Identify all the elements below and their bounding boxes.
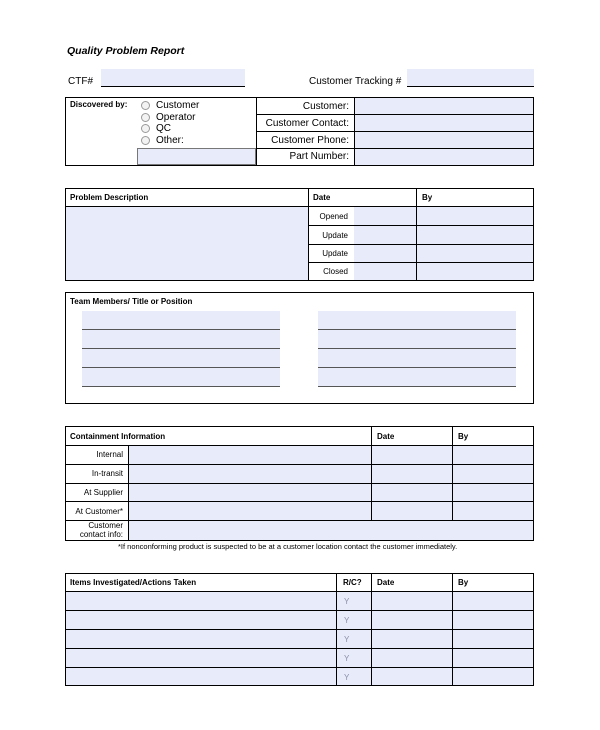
customer-contact-info-label	[65, 521, 123, 539]
containment-footnote: *If nonconforming product is suspected to be at a customer location contact the customer immediately.	[118, 542, 458, 551]
closed-by-field[interactable]	[417, 263, 533, 280]
internal-date-field[interactable]	[372, 446, 452, 464]
rc-select-3[interactable]	[337, 630, 371, 648]
update-by-field-2[interactable]	[417, 245, 533, 262]
radio-customer[interactable]	[141, 101, 150, 110]
team-member-field-right-4[interactable]	[318, 368, 516, 386]
team-member-field-left-3[interactable]	[82, 349, 280, 367]
at-supplier-label: At Supplier	[83, 488, 123, 497]
team-member-field-right-3[interactable]	[318, 349, 516, 367]
part-number-field[interactable]	[355, 149, 533, 165]
in-transit-label: In-transit	[91, 469, 123, 478]
update-date-field-1[interactable]	[354, 226, 416, 244]
containment-header: Containment Information	[70, 432, 166, 441]
item-field-5[interactable]	[66, 668, 336, 685]
part-number-label: Part Number:	[289, 151, 349, 162]
at-customer-field[interactable]	[129, 502, 371, 520]
customer-phone-field[interactable]	[355, 132, 533, 148]
rc-select-2[interactable]	[337, 611, 371, 629]
at-supplier-date-field[interactable]	[372, 484, 452, 501]
containment-by-header: By	[458, 432, 469, 441]
update-date-field-2[interactable]	[354, 245, 416, 262]
item-field-4[interactable]	[66, 649, 336, 667]
item-field-1[interactable]	[66, 592, 336, 610]
at-customer-date-field[interactable]	[372, 502, 452, 520]
underline	[82, 348, 280, 349]
option-operator-label: Operator	[156, 112, 196, 123]
radio-operator[interactable]	[141, 113, 150, 122]
underline	[318, 367, 516, 368]
opened-label: Opened	[319, 212, 348, 221]
at-customer-label: At Customer*	[75, 507, 123, 516]
team-member-field-right-2[interactable]	[318, 330, 516, 348]
underline	[82, 367, 280, 368]
rc-value-2: Y	[344, 616, 350, 625]
opened-by-field[interactable]	[417, 207, 533, 225]
closed-date-field[interactable]	[354, 263, 416, 280]
containment-date-header: Date	[377, 432, 395, 441]
in-transit-field[interactable]	[129, 465, 371, 483]
underline	[82, 329, 280, 330]
customer-contact-info-line1: Customer	[88, 521, 123, 530]
team-members-header: Team Members/ Title or Position	[70, 297, 193, 306]
in-transit-date-field[interactable]	[372, 465, 452, 483]
internal-field[interactable]	[129, 446, 371, 464]
radio-qc[interactable]	[141, 124, 150, 133]
customer-contact-field[interactable]	[355, 115, 533, 131]
option-other-label: Other:	[156, 135, 184, 146]
customer-phone-label: Customer Phone:	[271, 135, 349, 146]
item-date-field-3[interactable]	[372, 630, 452, 648]
customer-tracking-field[interactable]	[407, 69, 534, 87]
discovered-by-label: Discovered by:	[70, 100, 128, 109]
underline	[318, 329, 516, 330]
form-title: Quality Problem Report	[67, 45, 185, 57]
team-member-field-right-1[interactable]	[318, 311, 516, 329]
item-field-2[interactable]	[66, 611, 336, 629]
item-date-field-5[interactable]	[372, 668, 452, 685]
team-member-field-left-2[interactable]	[82, 330, 280, 348]
rc-header: R/C?	[343, 578, 362, 587]
problem-description-field[interactable]	[66, 207, 308, 280]
underline	[318, 386, 516, 387]
ctf-field[interactable]	[101, 69, 245, 87]
items-date-header: Date	[377, 578, 395, 587]
item-by-field-3[interactable]	[453, 630, 533, 648]
rc-value-4: Y	[344, 654, 350, 663]
update-label-2: Update	[322, 249, 348, 258]
item-date-field-4[interactable]	[372, 649, 452, 667]
radio-other[interactable]	[141, 136, 150, 145]
rc-value-3: Y	[344, 635, 350, 644]
underline	[318, 348, 516, 349]
rc-select-5[interactable]	[337, 668, 371, 685]
closed-label: Closed	[323, 267, 348, 276]
item-date-field-1[interactable]	[372, 592, 452, 610]
rc-value-5: Y	[344, 673, 350, 682]
in-transit-by-field[interactable]	[453, 465, 533, 483]
at-supplier-field[interactable]	[129, 484, 371, 501]
customer-tracking-label: Customer Tracking #	[309, 76, 402, 87]
at-supplier-by-field[interactable]	[453, 484, 533, 501]
item-field-3[interactable]	[66, 630, 336, 648]
option-qc-label: QC	[156, 123, 171, 134]
rc-select-4[interactable]	[337, 649, 371, 667]
ctf-label: CTF#	[68, 76, 93, 87]
team-member-field-left-1[interactable]	[82, 311, 280, 329]
option-customer-label: Customer	[156, 100, 200, 111]
internal-by-field[interactable]	[453, 446, 533, 464]
item-by-field-1[interactable]	[453, 592, 533, 610]
customer-label: Customer:	[302, 101, 349, 112]
internal-label: Internal	[96, 450, 123, 459]
team-member-field-left-4[interactable]	[82, 368, 280, 386]
items-by-header: By	[458, 578, 469, 587]
opened-date-field[interactable]	[354, 207, 416, 225]
underline	[82, 386, 280, 387]
item-by-field-2[interactable]	[453, 611, 533, 629]
other-field[interactable]	[137, 148, 256, 165]
items-header: Items Investigated/Actions Taken	[70, 578, 197, 587]
item-by-field-4[interactable]	[453, 649, 533, 667]
problem-by-header: By	[422, 193, 433, 202]
item-by-field-5[interactable]	[453, 668, 533, 685]
customer-contact-info-line2: contact info:	[79, 530, 123, 539]
problem-description-header: Problem Description	[70, 193, 149, 202]
problem-date-header: Date	[313, 193, 331, 202]
rc-select-1[interactable]	[337, 592, 371, 610]
at-customer-by-field[interactable]	[453, 502, 533, 520]
update-by-field-1[interactable]	[417, 226, 533, 244]
customer-contact-info-field[interactable]	[129, 521, 533, 540]
rc-value-1: Y	[344, 597, 350, 606]
update-label-1: Update	[322, 231, 348, 240]
item-date-field-2[interactable]	[372, 611, 452, 629]
customer-field[interactable]	[355, 98, 533, 114]
customer-contact-label: Customer Contact:	[265, 118, 349, 129]
